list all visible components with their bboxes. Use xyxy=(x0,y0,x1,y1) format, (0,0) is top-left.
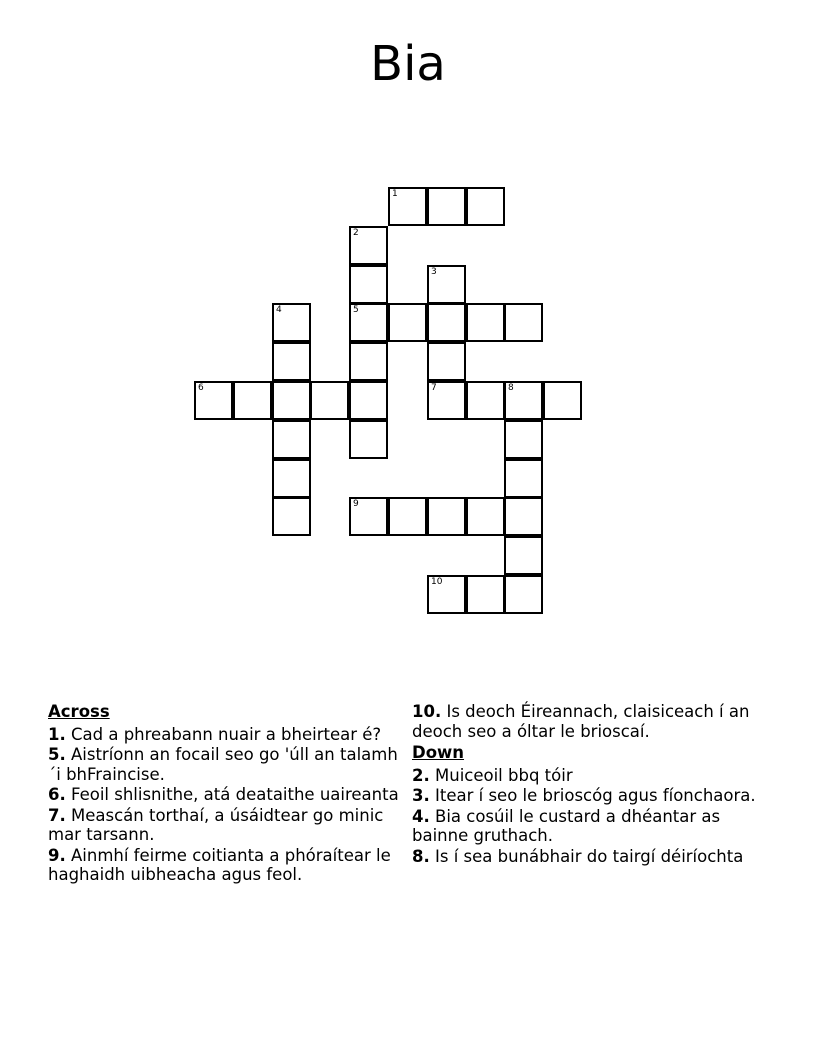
grid-cell[interactable] xyxy=(272,381,311,420)
clue-number: 10. xyxy=(412,702,442,721)
clue-number-label: 9 xyxy=(353,499,359,509)
across-clue xyxy=(48,806,400,845)
grid-cell[interactable] xyxy=(427,187,466,226)
down-clue xyxy=(412,847,772,867)
grid-cell[interactable] xyxy=(310,381,349,420)
down-clue xyxy=(412,766,772,786)
grid-cell[interactable] xyxy=(272,303,311,342)
clue-number-label: 8 xyxy=(508,383,514,393)
clue-number-label: 1 xyxy=(392,189,398,199)
clue-number-label: 6 xyxy=(198,383,204,393)
page-title: Bia xyxy=(370,36,446,92)
grid-cell[interactable] xyxy=(272,459,311,498)
clue-number: 9. xyxy=(48,845,66,865)
clue-text: Meascán torthaí, a úsáidtear go minic mar tarsann. xyxy=(48,805,384,844)
clue-number-label: 10 xyxy=(431,577,443,587)
clue-number: 8. xyxy=(412,846,430,866)
clue-number: 3. xyxy=(412,786,430,805)
grid-cell[interactable] xyxy=(194,381,233,420)
grid-cell[interactable] xyxy=(427,342,466,381)
grid-cell[interactable] xyxy=(349,226,388,265)
grid-cell[interactable] xyxy=(349,265,388,304)
across-clue xyxy=(412,702,772,741)
down-clue xyxy=(412,786,772,806)
grid-cell[interactable] xyxy=(272,420,311,459)
clue-number: 2. xyxy=(412,765,430,785)
clue-text: Is deoch Éireannach, claisiceach í an deoch seo a óltar le brioscaí. xyxy=(412,702,750,741)
down-clue xyxy=(412,807,772,846)
across-clue xyxy=(48,745,400,784)
grid-cell[interactable] xyxy=(504,303,543,342)
clue-number-label: 2 xyxy=(353,228,359,238)
grid-cell[interactable] xyxy=(349,497,388,536)
grid-cell[interactable] xyxy=(466,303,505,342)
down-clue-list xyxy=(412,766,772,867)
across-clue xyxy=(48,725,400,745)
grid-cell[interactable] xyxy=(388,303,427,342)
clue-number: 6. xyxy=(48,785,66,804)
grid-cell[interactable] xyxy=(272,497,311,536)
clue-number-label: 4 xyxy=(276,305,282,315)
clue-text: Cad a phreabann nuair a bheirtear é? xyxy=(65,724,382,744)
across-clue xyxy=(48,785,400,805)
clue-text: Muiceoil bbq tóir xyxy=(429,765,573,785)
across-heading: Across xyxy=(48,702,110,721)
clues-column-right xyxy=(412,702,772,867)
clue-text: Feoil shlisnithe, atá deataithe uaireanta xyxy=(65,785,399,804)
clue-number: 4. xyxy=(412,806,430,826)
grid-cell[interactable] xyxy=(349,420,388,459)
grid-cell[interactable] xyxy=(504,536,543,575)
grid-cell[interactable] xyxy=(427,497,466,536)
clue-number-label: 7 xyxy=(431,383,437,393)
grid-cell[interactable] xyxy=(504,459,543,498)
clue-number: 1. xyxy=(48,724,66,744)
clue-number: 5. xyxy=(48,745,66,764)
grid-cell[interactable] xyxy=(466,497,505,536)
clue-text: Is í sea bunábhair do tairgí déiríochta xyxy=(429,846,744,866)
grid-cell[interactable] xyxy=(233,381,272,420)
down-heading: Down xyxy=(412,743,465,762)
grid-cell[interactable] xyxy=(504,497,543,536)
grid-cell[interactable] xyxy=(466,575,505,614)
grid-cell[interactable] xyxy=(349,381,388,420)
clue-text: Ainmhí feirme coitianta a phóraítear le haghaidh uibheacha agus feol. xyxy=(48,845,391,884)
grid-cell[interactable] xyxy=(427,303,466,342)
clue-text: Bia cosúil le custard a dhéantar as bainne gruthach. xyxy=(412,806,721,845)
grid-cell[interactable] xyxy=(504,575,543,614)
clue-text: Aistríonn an focail seo go 'úll an talamh´i bhFraincise. xyxy=(48,745,398,784)
grid-cell[interactable] xyxy=(504,420,543,459)
clues-column-left xyxy=(48,702,400,886)
grid-cell[interactable] xyxy=(466,187,505,226)
clue-number: 7. xyxy=(48,805,66,825)
grid-cell[interactable] xyxy=(272,342,311,381)
across-clue-list xyxy=(48,725,400,885)
across-clue-list-continued xyxy=(412,702,772,741)
grid-cell[interactable] xyxy=(504,381,543,420)
grid-cell[interactable] xyxy=(427,381,466,420)
grid-cell[interactable] xyxy=(466,381,505,420)
clue-text: Itear í seo le brioscóg agus fíonchaora. xyxy=(429,786,756,805)
grid-cell[interactable] xyxy=(427,575,466,614)
across-clue xyxy=(48,846,400,885)
grid-cell[interactable] xyxy=(388,497,427,536)
grid-cell[interactable] xyxy=(543,381,582,420)
grid-cell[interactable] xyxy=(388,187,427,226)
clue-number-label: 5 xyxy=(353,305,359,315)
grid-cell[interactable] xyxy=(349,303,388,342)
clue-number-label: 3 xyxy=(431,267,437,277)
grid-cell[interactable] xyxy=(349,342,388,381)
grid-cell[interactable] xyxy=(427,265,466,304)
